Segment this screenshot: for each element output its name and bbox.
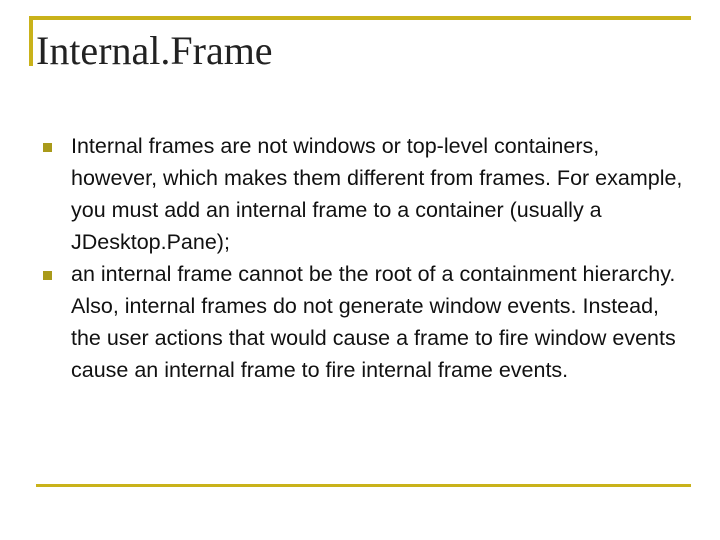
bullet-list [43, 130, 683, 386]
bullet-item [43, 258, 683, 386]
title-rule-top [29, 16, 691, 20]
bullet-text: Internal frames are not windows or top-level containers, however, which makes them different from frames. For example, you must add an internal frame to a container (usually a JDesktop.Pane); [71, 134, 683, 254]
square-bullet-icon [43, 143, 52, 152]
square-bullet-icon [43, 271, 52, 280]
slide-title: Internal.Frame [36, 28, 273, 73]
footer-rule [36, 484, 691, 487]
bullet-item [43, 130, 683, 258]
bullet-text: an internal frame cannot be the root of a containment hierarchy. Also, internal frames do not generate window events. Instead, the user actions that would cause a frame to fire window events cause an internal frame to fire internal frame events. [71, 262, 676, 382]
title-rule-left [29, 16, 33, 66]
